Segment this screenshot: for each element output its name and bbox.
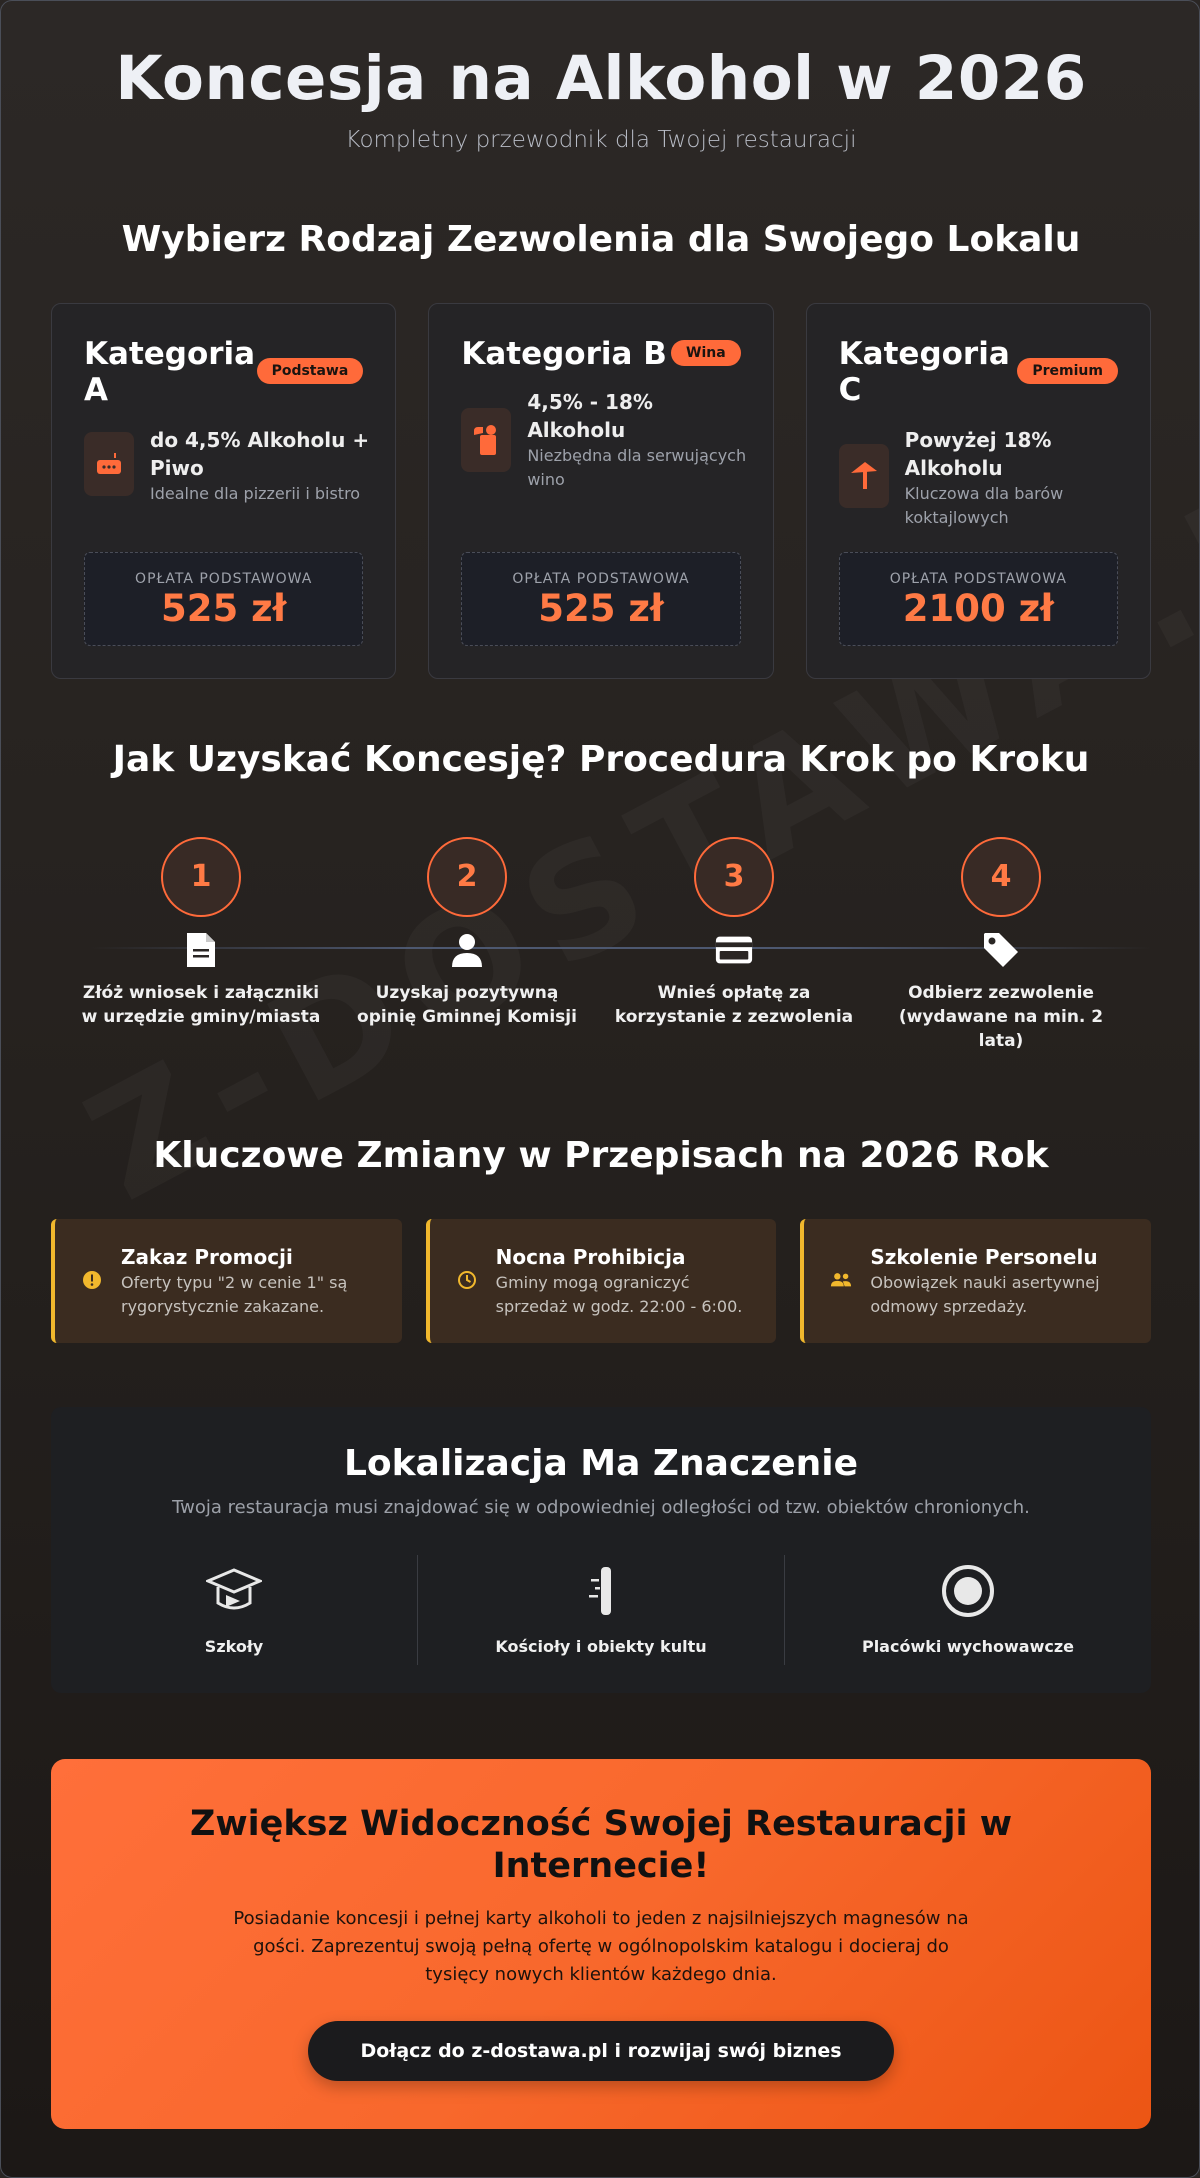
clock-icon	[456, 1269, 478, 1291]
graduation-cap-icon	[206, 1563, 262, 1619]
steps-timeline	[51, 837, 1151, 1067]
location-title: Lokalizacja Ma Znaczenie	[343, 1443, 859, 1484]
join-button[interactable]: Dołącz do z-dostawa.pl i rozwijaj swój biznes	[308, 2021, 894, 2081]
warning-icon	[81, 1269, 103, 1291]
location-items	[51, 1555, 1151, 1665]
fee-label: OPŁATA PODSTAWOWA	[512, 571, 690, 587]
fee-box	[839, 552, 1118, 646]
location-item-schools	[51, 1555, 417, 1665]
step-1	[81, 837, 321, 1029]
step-3	[614, 837, 854, 1029]
feature-title: Powyżej 18% Alkoholu	[904, 428, 1052, 480]
card-badge: Premium	[1017, 358, 1118, 384]
step-text: Złóż wniosek i załączniki w urzędzie gminy/miasta	[81, 983, 321, 1027]
cta-title: Zwiększ Widoczność Swojej Restauracji w Internecie!	[189, 1804, 1013, 1886]
step-2	[347, 837, 587, 1029]
step-text: Odbierz zezwolenie (wydawane na min. 2 lata)	[898, 983, 1104, 1051]
step-text: Uzyskaj pozytywną opinię Gminnej Komisji	[357, 983, 577, 1027]
card-feature	[527, 388, 752, 492]
fee-amount: 2100 zł	[902, 587, 1054, 630]
location-label: Szkoły	[204, 1637, 264, 1656]
card-badge: Wina	[671, 340, 741, 366]
location-desc: Twoja restauracja musi znajdować się w odpowiedniej odległości od tzw. obiektów chronionych.	[172, 1497, 1030, 1518]
category-card-c[interactable]	[806, 303, 1151, 679]
steps-heading: Jak Uzyskać Koncesję? Procedura Krok po Kroku	[112, 739, 1090, 780]
change-desc: Obowiązek nauki asertywnej odmowy sprzedaży.	[870, 1273, 1100, 1316]
changes-list	[51, 1219, 1151, 1343]
change-item	[426, 1219, 777, 1343]
category-card-a[interactable]	[51, 303, 396, 679]
card-title: Kategoria B	[461, 336, 667, 372]
card-title: Kategoria C	[838, 336, 1010, 408]
fee-box	[84, 552, 363, 646]
changes-heading: Kluczowe Zmiany w Przepisach na 2026 Rok	[153, 1135, 1049, 1176]
location-item-churches	[417, 1555, 784, 1665]
fee-label: OPŁATA PODSTAWOWA	[889, 571, 1067, 587]
card-feature	[905, 426, 1130, 530]
fee-amount: 525 zł	[160, 587, 287, 630]
change-title: Zakaz Promocji	[121, 1245, 293, 1269]
cta-banner	[51, 1759, 1151, 2129]
change-item	[51, 1219, 402, 1343]
feature-desc: Kluczowa dla barów koktajlowych	[904, 484, 1064, 527]
feature-desc: Niezbędna dla serwujących wino	[527, 446, 747, 489]
page-subtitle: Kompletny przewodnik dla Twojej restauracji	[345, 127, 857, 153]
person-icon	[447, 929, 487, 971]
step-text: Wnieś opłatę za korzystanie z zezwolenia	[614, 983, 854, 1027]
change-desc: Gminy mogą ograniczyć sprzedaż w godz. 22:00 - 6:00.	[495, 1273, 743, 1316]
card-badge: Podstawa	[257, 358, 364, 384]
fee-label: OPŁATA PODSTAWOWA	[135, 571, 313, 587]
card-feature	[150, 426, 375, 506]
change-item	[800, 1219, 1151, 1343]
step-number: 1	[161, 837, 241, 917]
fee-box	[461, 552, 740, 646]
step-number: 2	[427, 837, 507, 917]
users-icon	[830, 1269, 852, 1291]
church-icon	[573, 1563, 629, 1619]
step-number: 3	[694, 837, 774, 917]
target-icon	[940, 1563, 996, 1619]
wine-icon	[461, 408, 511, 472]
location-panel	[51, 1407, 1151, 1693]
change-title: Nocna Prohibicja	[495, 1245, 686, 1269]
document-icon	[181, 929, 221, 971]
location-item-institutions	[784, 1555, 1151, 1665]
change-title: Szkolenie Personelu	[870, 1245, 1098, 1269]
location-label: Kościoły i obiekty kultu	[495, 1637, 707, 1656]
category-cards	[51, 303, 1151, 679]
categories-heading: Wybierz Rodzaj Zezwolenia dla Swojego Lokalu	[121, 219, 1081, 260]
credit-card-icon	[714, 929, 754, 971]
card-title: Kategoria A	[84, 336, 256, 408]
page-title: Koncesja na Alkohol w 2026	[115, 43, 1087, 114]
change-desc: Oferty typu "2 w cenie 1" są rygorystycznie zakazane.	[121, 1273, 348, 1316]
step-4	[881, 837, 1121, 1053]
cocktail-icon	[839, 444, 889, 508]
radio-icon	[84, 432, 134, 496]
tag-icon	[981, 929, 1021, 971]
cta-text: Posiadanie koncesji i pełnej karty alkoholi to jeden z najsilniejszych magnesów na gości. Zaprezentuj swoją pełną ofertę w ogólnopolskim katalogu i docieraj do tysięcy nowych klientów każdego dnia.	[233, 1908, 969, 1985]
step-number: 4	[961, 837, 1041, 917]
fee-amount: 525 zł	[538, 587, 664, 630]
feature-title: do 4,5% Alkoholu + Piwo	[150, 428, 370, 480]
feature-desc: Idealne dla pizzerii i bistro	[150, 484, 361, 503]
location-label: Placówki wychowawcze	[861, 1637, 1075, 1656]
feature-title: 4,5% - 18% Alkoholu	[527, 390, 653, 442]
category-card-b[interactable]	[428, 303, 773, 679]
